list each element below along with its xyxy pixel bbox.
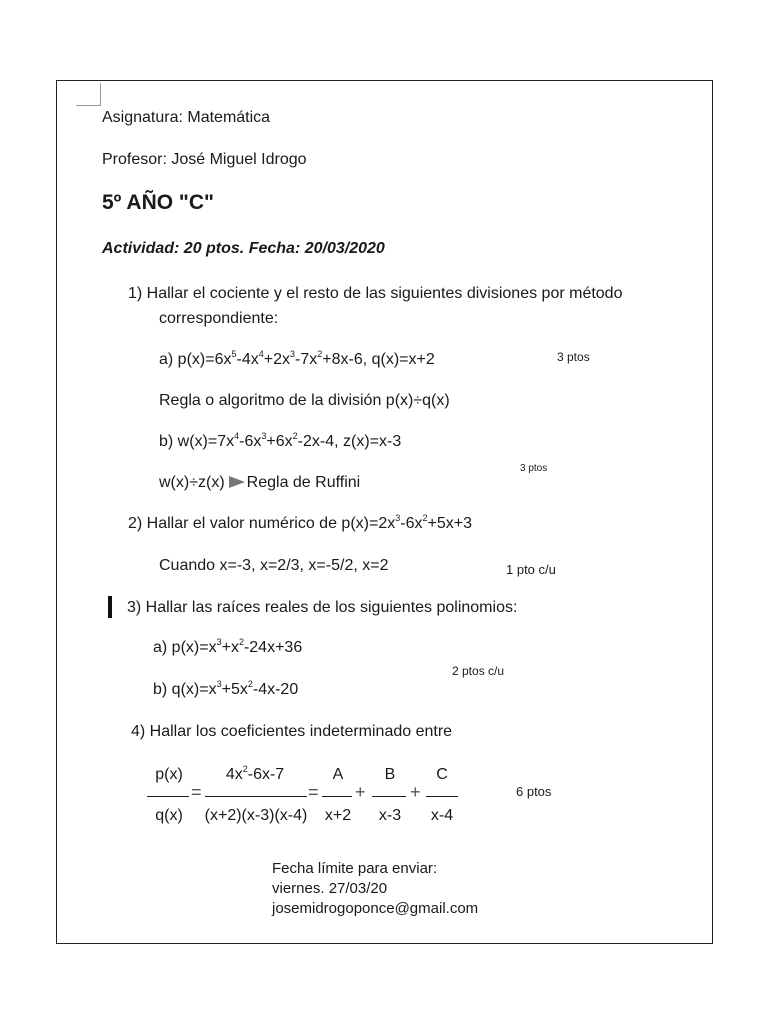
middle-fraction-bar — [205, 796, 307, 797]
q1-statement-line1: 1) Hallar el cociente y el resto de las siguientes divisiones por método — [128, 285, 623, 302]
lhs-numerator: p(x) — [155, 766, 183, 783]
class-title: 5º AÑO "C" — [102, 191, 214, 214]
q3-points: 2 ptos c/u — [452, 664, 505, 678]
arrow-right-icon — [229, 476, 245, 488]
q1b-points: 3 ptos — [520, 463, 548, 474]
middle-denominator: (x+2)(x-3)(x-4) — [204, 807, 308, 824]
equals-sign-2: = — [308, 782, 319, 802]
b-denominator: x-3 — [378, 807, 402, 824]
c-denominator: x-4 — [430, 807, 454, 824]
plus-sign-1: + — [355, 782, 366, 802]
text-cursor-bar — [108, 596, 112, 618]
q1b-method: w(x)÷z(x) Regla de Ruffini — [159, 474, 361, 491]
subject-line: Asignatura: Matemática — [102, 109, 271, 126]
b-numerator: B — [384, 766, 396, 783]
a-numerator: A — [332, 766, 344, 783]
deadline-line1: Fecha límite para enviar: — [272, 860, 438, 877]
lhs-denominator: q(x) — [155, 807, 183, 824]
b-fraction-bar — [372, 796, 406, 797]
q4-statement: 4) Hallar los coeficientes indeterminado entre — [131, 723, 453, 740]
page-corner-mark — [76, 83, 101, 106]
plus-sign-2: + — [410, 782, 421, 802]
q3a-expression: a) $p(x)=x^3+x^2-24x+36$ — [153, 637, 303, 656]
equals-sign-1: = — [191, 782, 202, 802]
q1a-points: 3 ptos — [557, 350, 590, 364]
c-fraction-bar — [426, 796, 458, 797]
q2-points: 1 pto c/u — [506, 562, 556, 577]
q4-points: 6 ptos — [516, 784, 552, 799]
q3b-expression: b) $q(x)=x^3+5x^2-4x-20$ — [153, 679, 299, 698]
contact-email: josemidrogoponce@gmail.com — [272, 900, 479, 917]
a-fraction-bar — [322, 796, 352, 797]
q3-statement: 3) Hallar las raíces reales de los siguientes polinomios: — [127, 599, 518, 616]
c-numerator: C — [436, 766, 448, 783]
a-denominator: x+2 — [324, 807, 352, 824]
q1a-method: Regla o algoritmo de la división p(x)÷q(x) — [159, 392, 450, 409]
teacher-line: Profesor: José Miguel Idrogo — [102, 151, 307, 168]
activity-line: Actividad: 20 ptos. Fecha: 20/03/2020 — [102, 240, 385, 257]
q1a-expression: a) $p(x)=6x^5-4x^4+2x^3-7x^2+8x-6$, q(x)=x+2 — [159, 349, 435, 368]
deadline-line2: viernes. 27/03/20 — [272, 880, 388, 897]
q2-statement: 2) Hallar el valor numérico de $p(x)=2x^3-6x^2+5x+3$ — [128, 513, 472, 532]
q2-values: Cuando x=-3, x=2/3, x=-5/2, x=2 — [159, 557, 389, 574]
lhs-fraction-bar — [147, 796, 189, 797]
middle-numerator: $4x^2-6x-7$ — [225, 764, 285, 783]
q1b-expression: b) $w(x)=7x^4-6x^3+6x^2-2x-4$, z(x)=x-3 — [159, 431, 402, 450]
q1-statement-line2: correspondiente: — [159, 310, 279, 327]
